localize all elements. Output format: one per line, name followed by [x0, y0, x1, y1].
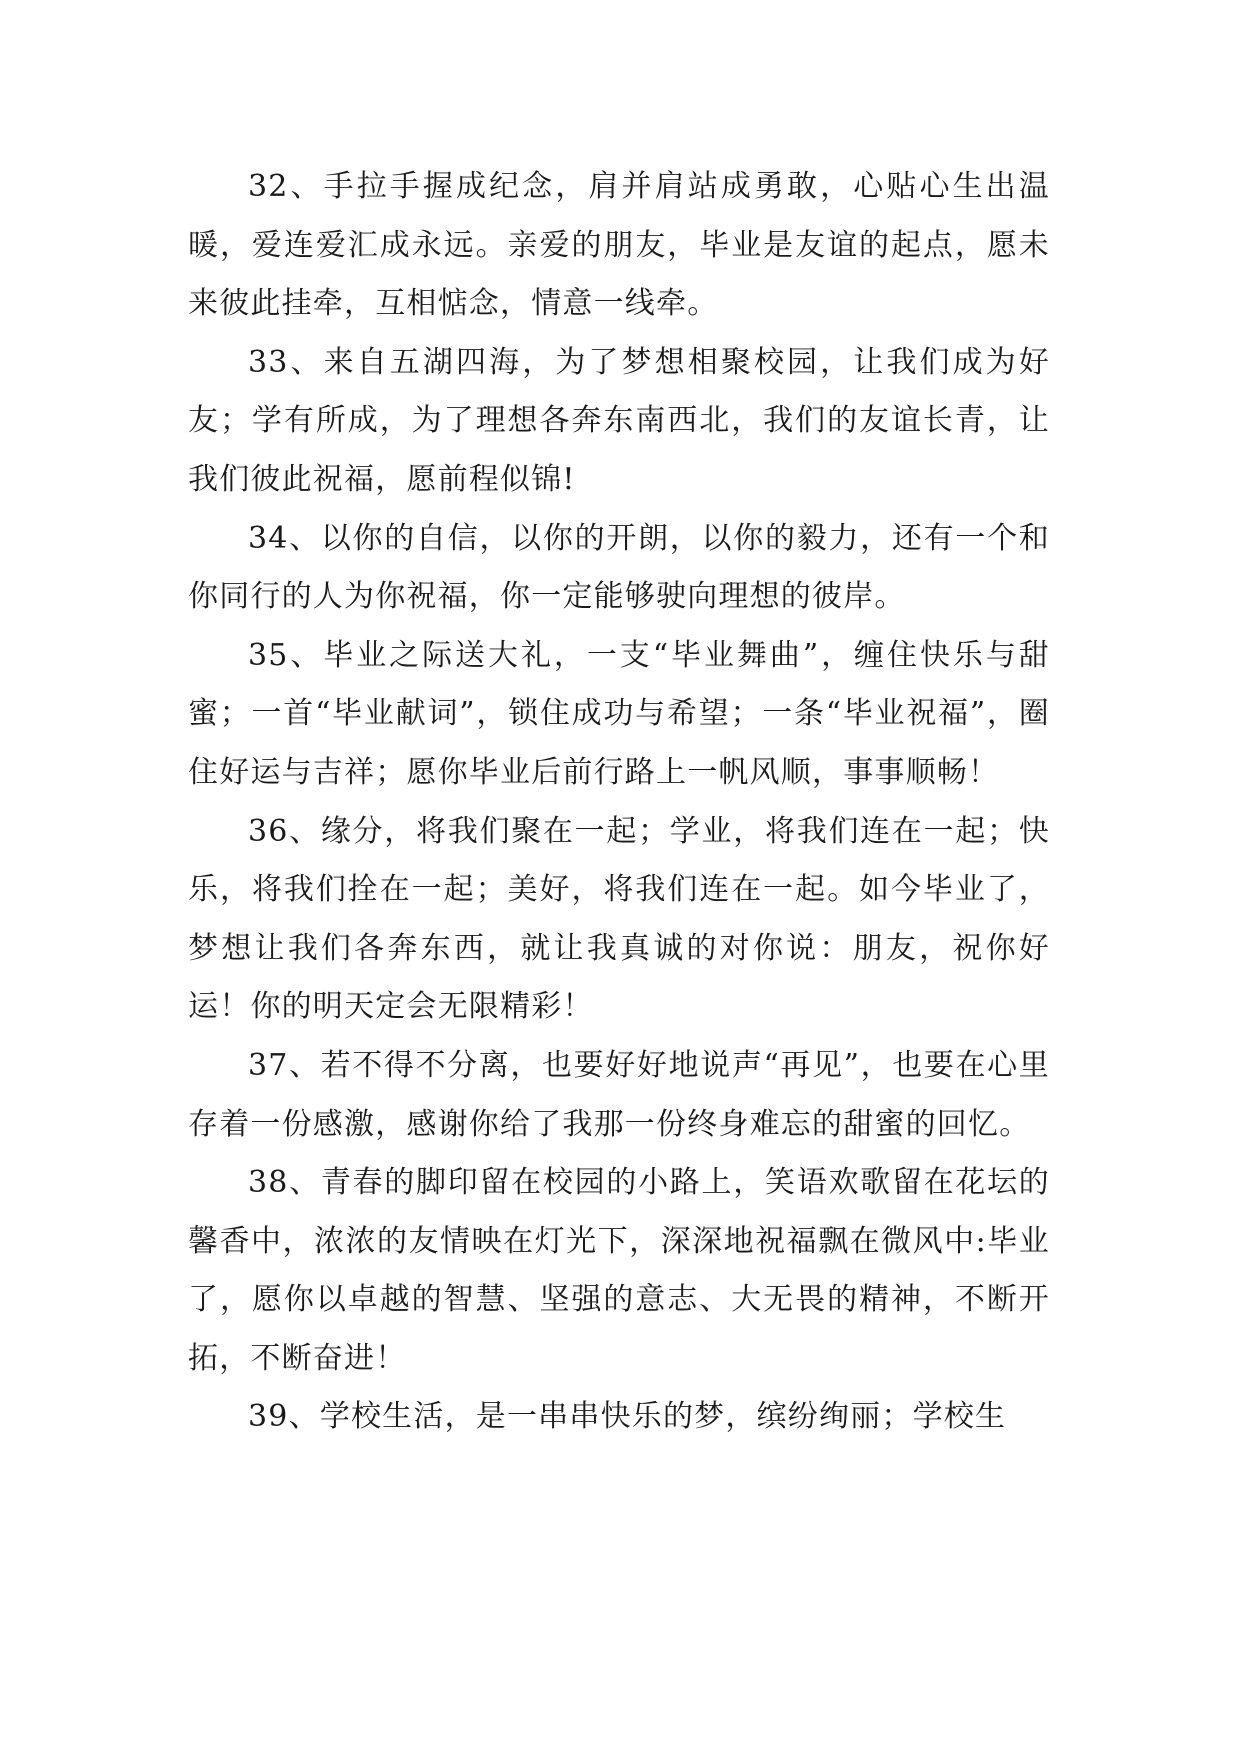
- paragraph-33: 33、来自五湖四海，为了梦想相聚校园，让我们成为好友；学有所成，为了理想各奔东南西北，我们的友谊长青，让我们彼此祝福，愿前程似锦!: [188, 344, 1050, 497]
- paragraph-32: 32、手拉手握成纪念，肩并肩站成勇敢，心贴心生出温暖，爱连爱汇成永远。亲爱的朋友，毕业是友谊的起点，愿未来彼此挂牵，互相惦念，情意一线牵。: [188, 169, 1050, 322]
- paragraph-38: 38、青春的脚印留在校园的小路上，笑语欢歌留在花坛的馨香中，浓浓的友情映在灯光下，深深地祝福飘在微风中:毕业了，愿你以卓越的智慧、坚强的意志、大无畏的精神，不断开拓，不断奋进！: [188, 1165, 1050, 1376]
- document-page: [188, 158, 1050, 1447]
- paragraph-34: 34、以你的自信，以你的开朗，以你的毅力，还有一个和你同行的人为你祝福，你一定能够驶向理想的彼岸。: [188, 520, 1050, 615]
- paragraph-37: 37、若不得不分离，也要好好地说声“再见”，也要在心里存着一份感激，感谢你给了我那一份终身难忘的甜蜜的回忆。: [188, 1047, 1050, 1142]
- paragraph-36: 36、缘分，将我们聚在一起；学业，将我们连在一起；快乐，将我们拴在一起；美好，将我们连在一起。如今毕业了，梦想让我们各奔东西，就让我真诚的对你说：朋友，祝你好运！你的明天定会无限精彩！: [188, 813, 1050, 1025]
- paragraph-35: 35、毕业之际送大礼，一支“毕业舞曲”，缠住快乐与甜蜜；一首“毕业献词”，锁住成功与希望；一条“毕业祝福”，圈住好运与吉祥；愿你毕业后前行路上一帆风顺，事事顺畅！: [188, 637, 1050, 790]
- paragraph-39: 39、学校生活，是一串串快乐的梦，缤纷绚丽；学校生: [248, 1399, 1007, 1435]
